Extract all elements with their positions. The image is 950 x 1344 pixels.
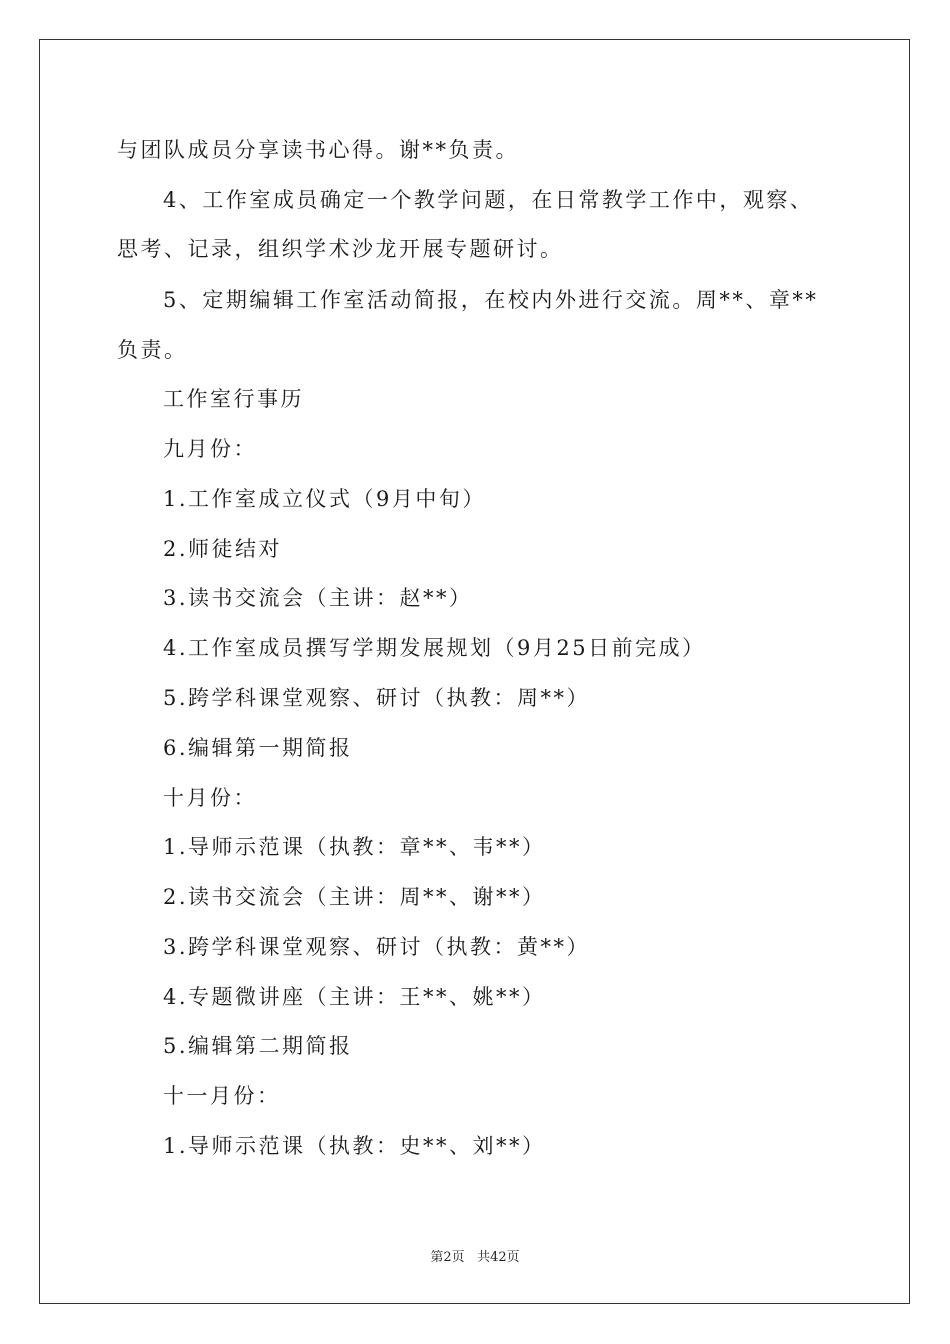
paragraph-line: 思考、记录，组织学术沙龙开展专题研讨。	[117, 237, 564, 261]
paragraph-line: 与团队成员分享读书心得。谢**负责。	[117, 138, 519, 162]
paragraph-line: 负责。	[117, 338, 188, 362]
list-item: 1.导师示范课（执教：章**、韦**）	[163, 835, 546, 859]
list-item: 3.读书交流会（主讲：赵**）	[163, 586, 473, 610]
total-pages: 共42页	[477, 1250, 520, 1265]
list-item: 1.导师示范课（执教：史**、刘**）	[163, 1134, 546, 1158]
list-item: 3.跨学科课堂观察、研讨（执教：黄**）	[163, 935, 591, 959]
page-number: 第2页	[430, 1250, 465, 1265]
list-item: 4.专题微讲座（主讲：王**、姚**）	[163, 985, 546, 1009]
list-item: 4.工作室成员撰写学期发展规划（9月25日前完成）	[163, 636, 706, 660]
page-footer	[0, 1246, 950, 1265]
month-heading: 十月份：	[163, 786, 257, 810]
page-border	[39, 39, 910, 1304]
list-item: 1.工作室成立仪式（9月中旬）	[163, 487, 486, 511]
month-heading: 九月份：	[163, 437, 257, 461]
list-item: 2.师徒结对	[163, 537, 283, 561]
list-item: 5.编辑第二期简报	[163, 1034, 353, 1058]
paragraph-line: 4、工作室成员确定一个教学问题，在日常教学工作中，观察、	[163, 188, 814, 212]
paragraph-line: 5、定期编辑工作室活动简报，在校内外进行交流。周**、章**	[163, 288, 819, 312]
month-heading: 十一月份：	[163, 1084, 281, 1108]
list-item: 2.读书交流会（主讲：周**、谢**）	[163, 885, 546, 909]
list-item: 5.跨学科课堂观察、研讨（执教：周**）	[163, 686, 591, 710]
list-item: 6.编辑第一期简报	[163, 736, 353, 760]
section-heading: 工作室行事历	[163, 387, 304, 411]
